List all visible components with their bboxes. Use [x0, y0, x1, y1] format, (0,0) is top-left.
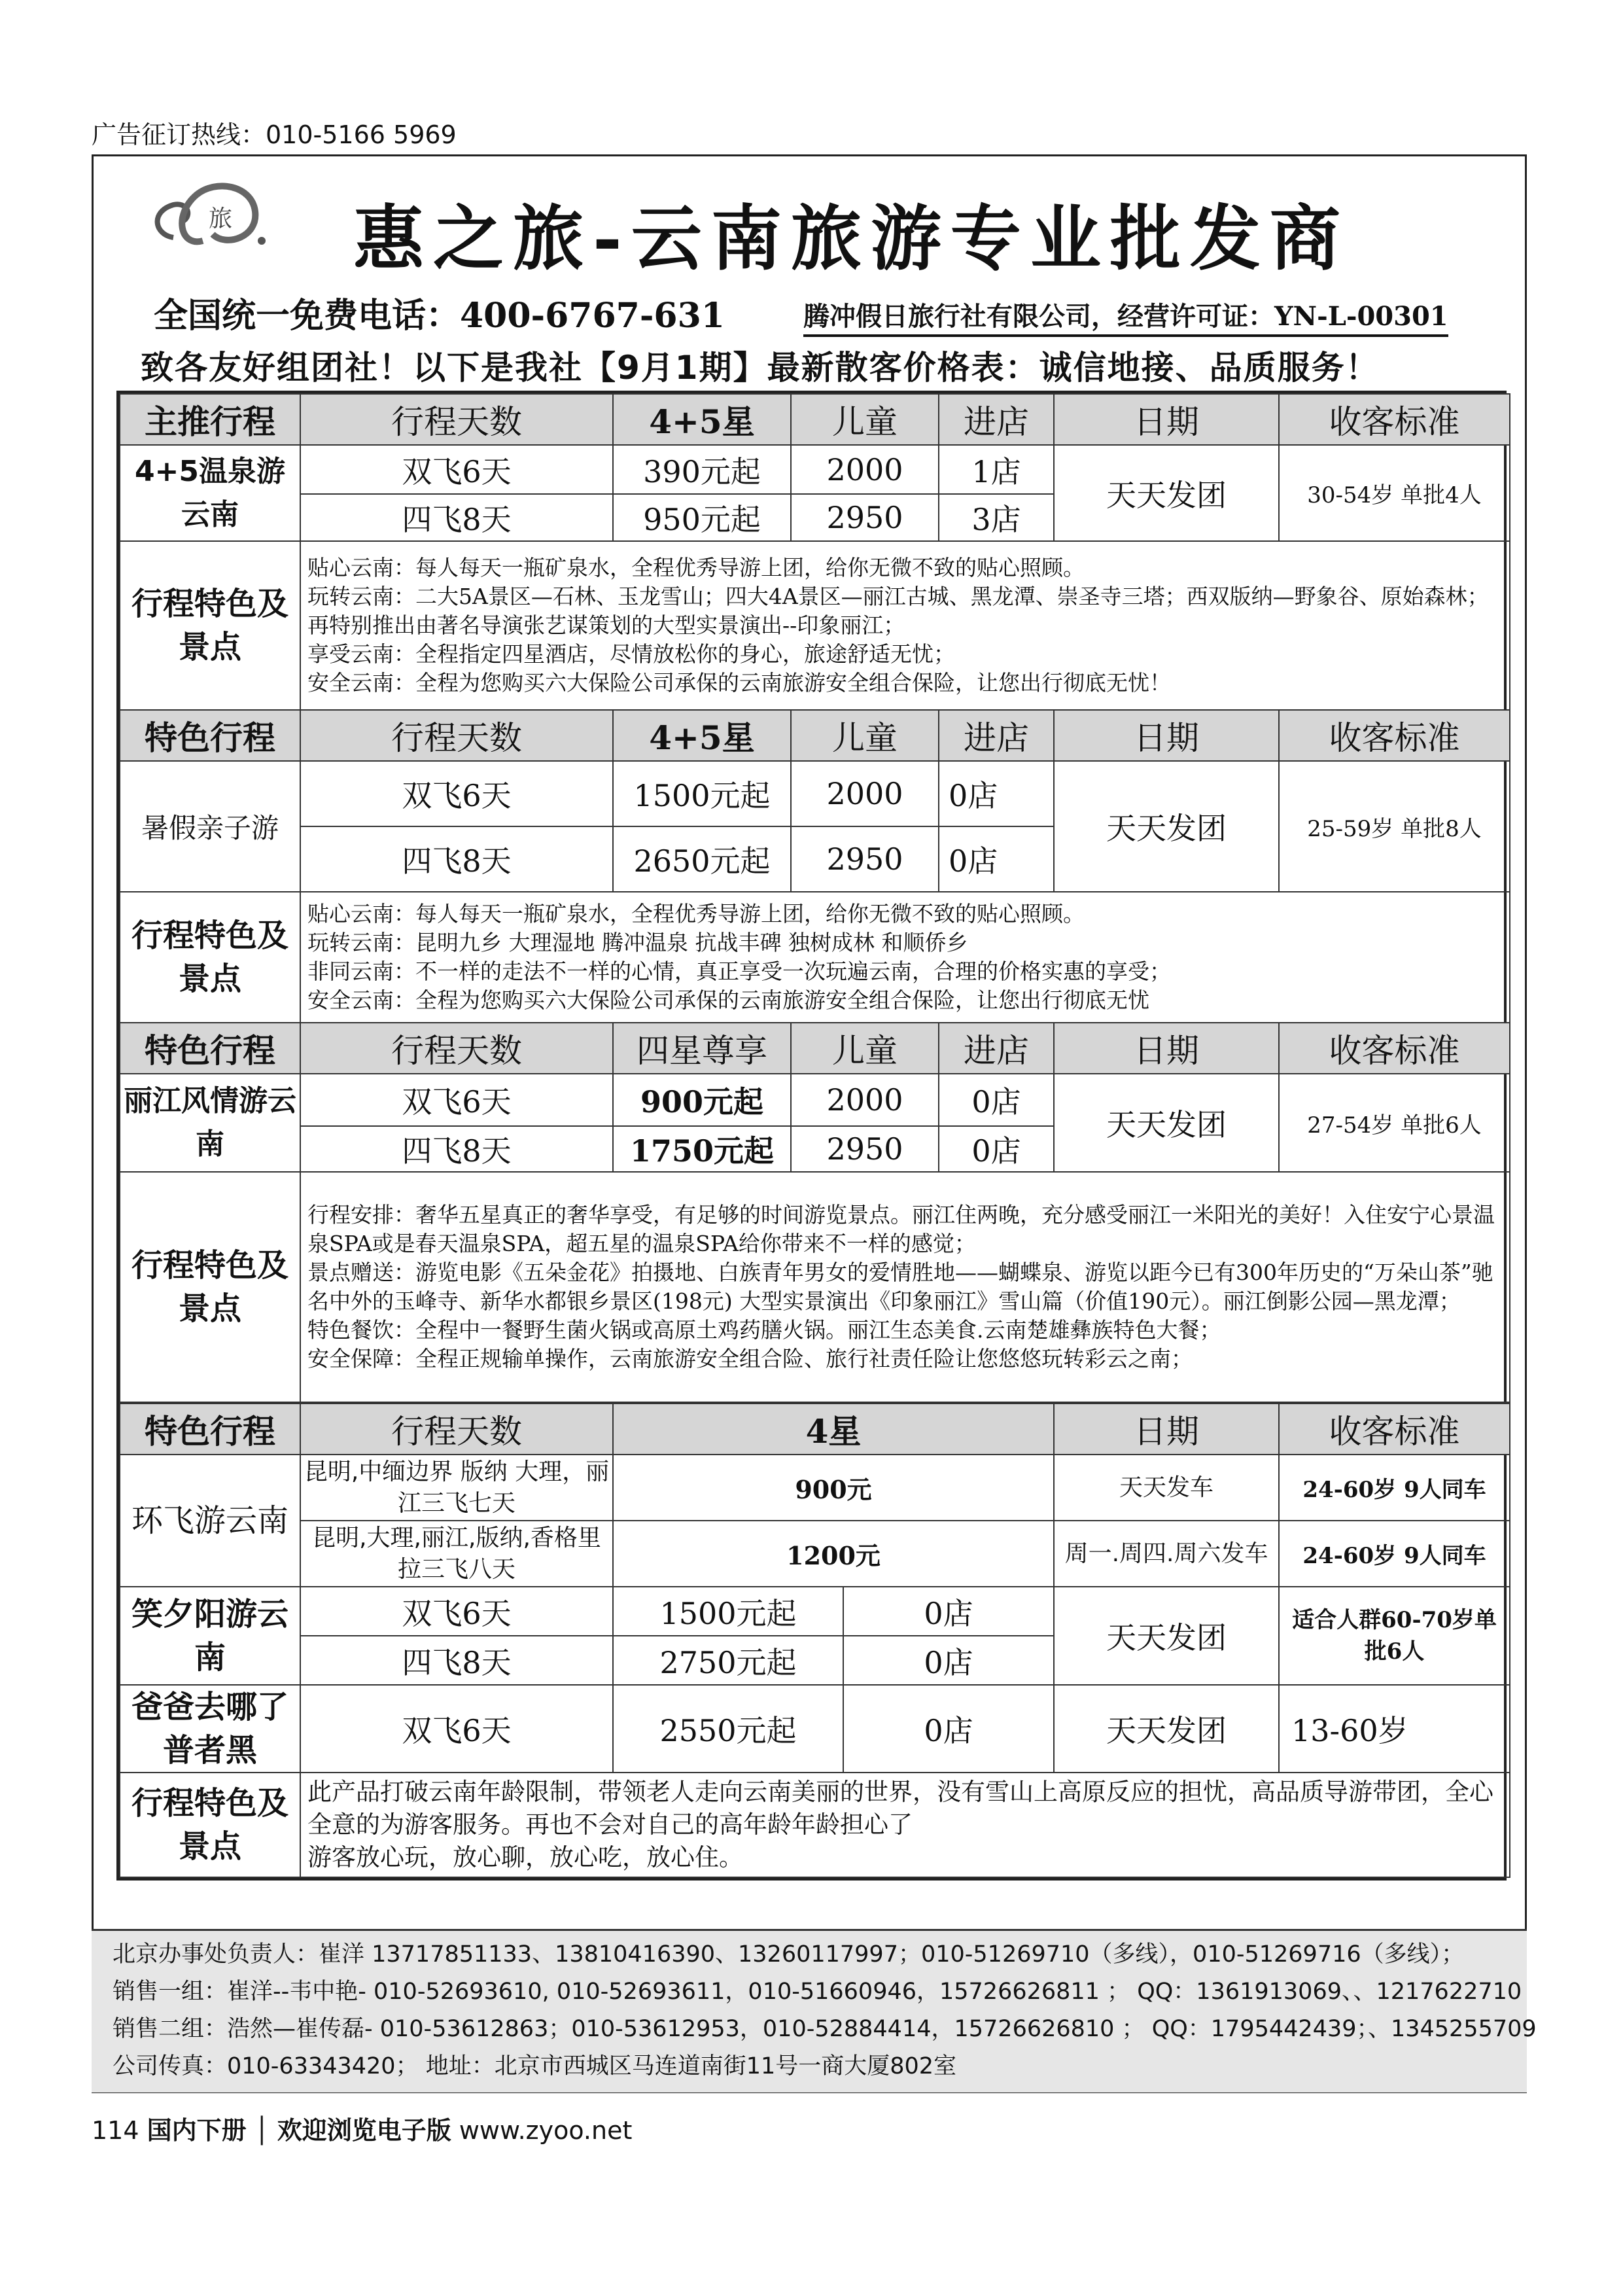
sec1-tour-name: 4+5温泉游云南 [120, 445, 300, 541]
sec2-header-row [120, 710, 1510, 761]
contact-line: 销售一组：崔洋--韦中艳- 010-52693610, 010-52693611，010-51660946，15726626811 ； QQ：1361913069、、1217622710 [113, 1979, 1522, 2005]
feature-line: 玩转云南：二大5A景区—石林、玉龙雪山；四大4A景区—丽江古城、黑龙潭、崇圣寺三塔；西双版纳—野象谷、原始森林；再特别推出由著名导演张艺谋策划的大型实景演出--印象丽江； [307, 584, 1489, 638]
sec2-header-category: 特色行程 [120, 710, 300, 761]
price-cell: 900元起 [613, 1074, 791, 1126]
sec1-header-category: 主推行程 [120, 394, 300, 445]
shop-cell: 3店 [939, 494, 1054, 541]
sec4-header-date: 日期 [1054, 1404, 1279, 1455]
sec2-feature-row [120, 892, 1510, 1023]
feature-line: 贴心云南：每人每天一瓶矿泉水，全程优秀导游上团，给你无微不致的贴心照顾。 [307, 901, 1085, 927]
date-cell: 天天发团 [1054, 1685, 1279, 1773]
shop-cell: 1店 [939, 445, 1054, 494]
phone-line: 全国统一免费电话：400-6767-631 [154, 296, 725, 336]
price-cell: 2550元起 [613, 1685, 843, 1773]
sec1-date: 天天发团 [1054, 445, 1279, 541]
sec4-header-price: 4星 [613, 1404, 1054, 1455]
sec3-feature-text [300, 1172, 1510, 1402]
feature-line: 非同云南：不一样的走法不一样的心情，真正享受一次玩遍云南，合理的价格实惠的享受； [307, 959, 1171, 984]
page-url[interactable]: www.zyoo.net [459, 2116, 633, 2145]
sec1-header-days: 行程天数 [300, 394, 613, 445]
days-cell: 四飞8天 [300, 1126, 613, 1172]
feature-line: 玩转云南：昆明九乡 大理湿地 腾冲温泉 抗战丰碑 独树成林 和顺侨乡 [307, 930, 968, 955]
sec1-feature-label: 行程特色及景点 [120, 541, 300, 710]
sunset-date: 天天发团 [1054, 1587, 1279, 1685]
sec2-header-price: 4+5星 [613, 710, 791, 761]
sec2-tour-name: 暑假亲子游 [120, 761, 300, 892]
sec1-header-standard: 收客标准 [1279, 394, 1510, 445]
brand-title: 惠之旅-云南旅游专业批发商 [353, 198, 1350, 280]
child-price-cell: 2000 [791, 1074, 939, 1126]
sec2-header-child: 儿童 [791, 710, 939, 761]
sec4-header-standard: 收客标准 [1279, 1404, 1510, 1455]
days-cell: 双飞6天 [300, 445, 613, 494]
page-tagline: 欢迎浏览电子版 [277, 2116, 451, 2145]
page-section: 国内下册 [147, 2116, 247, 2145]
sec1-feature-row [120, 541, 1510, 710]
days-cell: 双飞6天 [300, 1074, 613, 1126]
sec2-header-days: 行程天数 [300, 710, 613, 761]
days-cell: 双飞6天 [300, 1685, 613, 1773]
page-number: 114 [92, 2116, 139, 2145]
feature-line: 景点赠送：游览电影《五朵金花》拍摄地、白族青年男女的爱情胜地——蝴蝶泉、游览以距今已有300年历史的“万朵山茶”驰名中外的玉峰寺、新华水都银乡景区(198元) 大型实景演出《印象丽江》雪山篇（价值190元）。丽江倒影公园—黑龙潭； [307, 1260, 1493, 1314]
sec3-header-shop: 进店 [939, 1023, 1054, 1074]
shop-cell: 0店 [939, 826, 1054, 892]
sec3-header-date: 日期 [1054, 1023, 1279, 1074]
standard-cell: 24-60岁 9人同车 [1279, 1521, 1510, 1587]
sec4-header-days: 行程天数 [300, 1404, 613, 1455]
route-cell: 昆明,大理,丽江,版纳,香格里拉三飞八天 [300, 1521, 613, 1587]
contact-footer [92, 1929, 1537, 2093]
sec3-header-standard: 收客标准 [1279, 1023, 1510, 1074]
shop-cell: 0店 [843, 1685, 1054, 1773]
price-cell: 1500元起 [613, 1587, 843, 1636]
standard-cell: 13-60岁 [1279, 1685, 1510, 1773]
feature-line: 安全云南：全程为您购买六大保险公司承保的云南旅游安全组合保险，让您出行彻底无忧 [307, 987, 1149, 1013]
date-cell: 周一.周四.周六发车 [1054, 1521, 1279, 1587]
contact-line: 北京办事处负责人：崔洋 13717851133、13810416390、13260117997；010-51269710（多线），010-51269716（多线）； [113, 1941, 1465, 1968]
shop-cell: 0店 [843, 1587, 1054, 1636]
date-cell: 天天发车 [1054, 1455, 1279, 1521]
shop-cell: 0店 [939, 1074, 1054, 1126]
sunset-standard: 适合人群60-70岁单批6人 [1279, 1587, 1510, 1685]
days-cell: 双飞6天 [300, 1587, 613, 1636]
greeting-line: 致各友好组团社！以下是我社【9月1期】最新散客价格表：诚信地接、品质服务！ [141, 349, 1380, 387]
sec1-header-row [120, 394, 1510, 445]
feature-line: 此产品打破云南年龄限制，带领老人走向云南美丽的世界，没有雪山上高原反应的担忧，高品质导游带团，全心全意的为游客服务。再也不会对自己的高年龄年龄担心了 [307, 1778, 1493, 1839]
child-price-cell: 2950 [791, 494, 939, 541]
price-cell: 1200元 [613, 1521, 1054, 1587]
sec3-header-price: 四星尊享 [613, 1023, 791, 1074]
shop-cell: 0店 [939, 761, 1054, 826]
shop-cell: 0店 [843, 1636, 1054, 1685]
price-cell: 2650元起 [613, 826, 791, 892]
sec2-standard: 25-59岁 单批8人 [1279, 761, 1510, 892]
loop-tour-name: 环飞游云南 [120, 1455, 300, 1587]
feature-line: 特色餐饮：全程中一餐野生菌火锅或高原土鸡药膳火锅。丽江生态美食.云南楚雄彝族特色大餐； [307, 1317, 1221, 1343]
feature-line: 安全云南：全程为您购买六大保险公司承保的云南旅游安全组合保险，让您出行彻底无忧！ [307, 670, 1171, 696]
price-table [116, 391, 1507, 1881]
route-cell: 昆明,中缅边界 版纳 大理，丽江三飞七天 [300, 1455, 613, 1521]
sec2-header-shop: 进店 [939, 710, 1054, 761]
sec2-feature-label: 行程特色及景点 [120, 892, 300, 1023]
company-license: 腾冲假日旅行社有限公司，经营许可证：YN-L-00301 [803, 296, 1448, 337]
price-cell: 390元起 [613, 445, 791, 494]
logo-text: 旅 [208, 205, 233, 232]
table-row [120, 445, 1510, 494]
price-cell: 900元 [613, 1455, 1054, 1521]
contact-line: 销售二组：浩然—崔传磊- 010-53612863；010-53612953，010-52884414，15726626810 ； QQ：1795442439；、1345255709 [113, 2016, 1537, 2042]
sec4-feature-text [300, 1773, 1510, 1877]
sec2-header-standard: 收客标准 [1279, 710, 1510, 761]
contact-line: 公司传真：010-63343420； 地址：北京市西城区马连道南街11号一商大厦802室 [113, 2053, 957, 2079]
sec1-header-child: 儿童 [791, 394, 939, 445]
price-cell: 950元起 [613, 494, 791, 541]
days-cell: 四飞8天 [300, 826, 613, 892]
table-row [120, 1685, 1510, 1773]
standard-cell: 24-60岁 9人同车 [1279, 1455, 1510, 1521]
sec3-tour-name: 丽江风情游云南 [120, 1074, 300, 1172]
days-cell: 四飞8天 [300, 494, 613, 541]
ad-hotline: 广告征订热线：010-5166 5969 [92, 120, 457, 149]
sec3-date: 天天发团 [1054, 1074, 1279, 1172]
sec2-header-date: 日期 [1054, 710, 1279, 761]
sec1-header-shop: 进店 [939, 394, 1054, 445]
price-cell: 2750元起 [613, 1636, 843, 1685]
sec2-date: 天天发团 [1054, 761, 1279, 892]
page-footer: 114 国内下册 │ 欢迎浏览电子版 www.zyoo.net [92, 2116, 633, 2145]
sec4-header-category: 特色行程 [120, 1404, 300, 1455]
sec1-header-price: 4+5星 [613, 394, 791, 445]
table-row [120, 1587, 1510, 1636]
price-cell: 1500元起 [613, 761, 791, 826]
sec1-standard: 30-54岁 单批4人 [1279, 445, 1510, 541]
table-row [120, 1074, 1510, 1126]
feature-line: 安全保障：全程正规输单操作，云南旅游安全组合险、旅行社责任险让您悠悠玩转彩云之南； [307, 1346, 1193, 1371]
sec3-header-child: 儿童 [791, 1023, 939, 1074]
feature-line: 享受云南：全程指定四星酒店，尽情放松你的身心，旅途舒适无忧； [307, 641, 955, 667]
table-row [120, 1455, 1510, 1521]
child-price-cell: 2000 [791, 761, 939, 826]
sec3-standard: 27-54岁 单批6人 [1279, 1074, 1510, 1172]
child-price-cell: 2950 [791, 826, 939, 892]
child-price-cell: 2950 [791, 1126, 939, 1172]
sec1-header-date: 日期 [1054, 394, 1279, 445]
sec3-header-row [120, 1023, 1510, 1074]
feature-line: 游客放心玩，放心聊，放心吃，放心住。 [307, 1843, 743, 1871]
sec1-feature-text [300, 541, 1510, 710]
days-cell: 双飞6天 [300, 761, 613, 826]
sec4-feature-row [120, 1773, 1510, 1877]
feature-line: 行程安排：奢华五星真正的奢华享受，有足够的时间游览景点。丽江住两晚，充分感受丽江一米阳光的美好！入住安宁心景温泉SPA或是春天温泉SPA，超五星的温泉SPA给你带来不一样的感觉； [307, 1202, 1495, 1256]
sec3-feature-row [120, 1172, 1510, 1402]
child-price-cell: 2000 [791, 445, 939, 494]
dad-tour-name: 爸爸去哪了普者黑 [120, 1685, 300, 1773]
price-cell: 1750元起 [613, 1126, 791, 1172]
table-row [120, 1521, 1510, 1587]
sec4-feature-label: 行程特色及景点 [120, 1773, 300, 1877]
swirl-logo-icon [147, 175, 298, 260]
sunset-tour-name: 笑夕阳游云南 [120, 1587, 300, 1685]
shop-cell: 0店 [939, 1126, 1054, 1172]
sec3-header-category: 特色行程 [120, 1023, 300, 1074]
sec3-header-days: 行程天数 [300, 1023, 613, 1074]
table-row [120, 761, 1510, 826]
days-cell: 四飞8天 [300, 1636, 613, 1685]
sec2-feature-text [300, 892, 1510, 1023]
feature-line: 贴心云南：每人每天一瓶矿泉水，全程优秀导游上团，给你无微不致的贴心照顾。 [307, 555, 1085, 580]
sec3-feature-label: 行程特色及景点 [120, 1172, 300, 1402]
sec4-header-row [120, 1404, 1510, 1455]
